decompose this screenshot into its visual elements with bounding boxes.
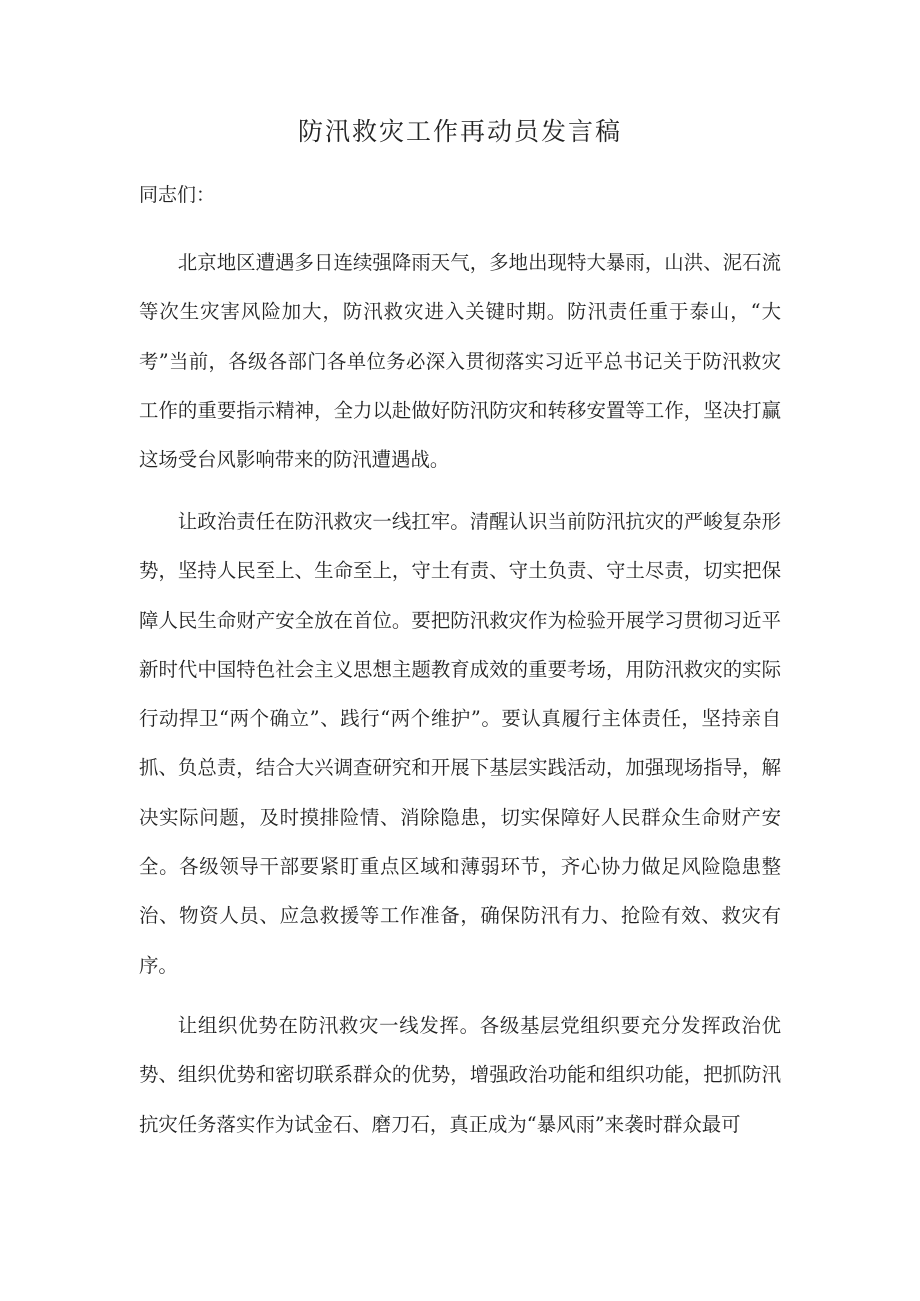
document-title: 防汛救灾工作再动员发言稿 — [297, 117, 622, 146]
paragraph-3: 让组织优势在防汛救灾一线发挥。各级基层党组织要充分发挥政治优势、组织优势和密切联系群众的优势，增强政治功能和组织功能，把抓防汛抗灾任务落实作为试金石、磨刀石，真正成为“暴风雨”来袭时群众最可 — [139, 1014, 781, 1136]
paragraph-2: 让政治责任在防汛救灾一线扛牢。清醒认识当前防汛抗灾的严峻复杂形势，坚持人民至上、生命至上，守土有责、守土负责、守土尽责，切实把保障人民生命财产安全放在首位。要把防汛救灾作为检验开展学习贯彻习近平新时代中国特色社会主义思想主题教育成效的重要考场，用防汛救灾的实际行动捍卫“两个确立”、践行“两个维护”。要认真履行主体责任，坚持亲自抓、负总责，结合大兴调查研究和开展下基层实践活动，加强现场指导，解决实际问题，及时摸排险情、消除隐患，切实保障好人民群众生命财产安全。各级领导干部要紧盯重点区域和薄弱环节，齐心协力做足风险隐患整治、物资人员、应急救援等工作准备，确保防汛有力、抢险有效、救灾有序。 — [139, 510, 781, 977]
paragraph-1: 北京地区遭遇多日连续强降雨天气，多地出现特大暴雨，山洪、泥石流等次生灾害风险加大，防汛救灾进入关键时期。防汛责任重于泰山，“大考”当前，各级各部门各单位务必深入贯彻落实习近平总书记关于防汛救灾工作的重要指示精神，全力以赴做好防汛防灾和转移安置等工作，坚决打赢这场受台风影响带来的防汛遭遇战。 — [139, 251, 781, 472]
salutation: 同志们： — [139, 184, 216, 206]
